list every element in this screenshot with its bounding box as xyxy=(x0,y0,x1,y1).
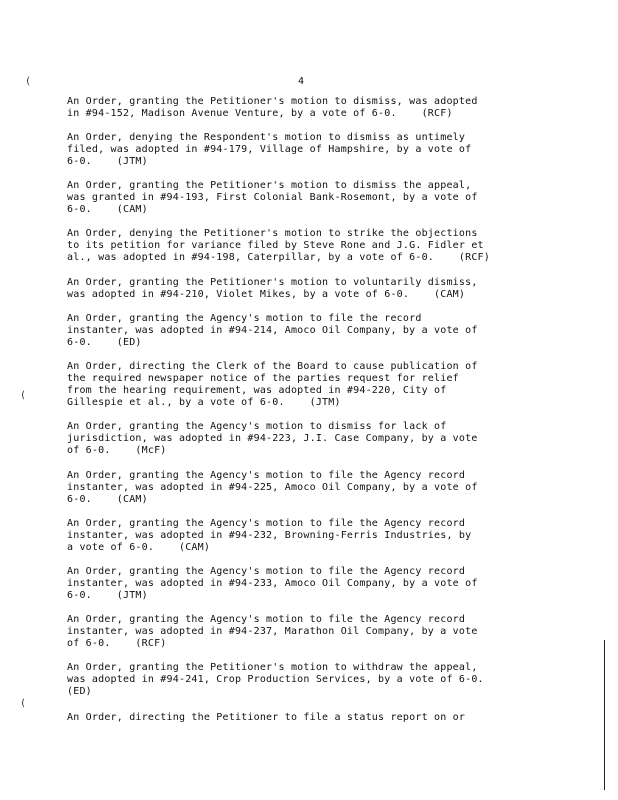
order-entry: An Order, directing the Clerk of the Board to cause publication of the required newspaper notice of the parties request for relief from the hearing requirement, was adopted in #94-220, City of Gillespie et al., by a vote of 6-0. (JTM) xyxy=(67,361,478,408)
order-entry: An Order, granting the Agency's motion to file the record instanter, was adopted in #94-214, Amoco Oil Company, by a vote of 6-0. (ED) xyxy=(67,313,478,348)
order-entry: An Order, granting the Petitioner's motion to dismiss, was adopted in #94-152, Madison Avenue Venture, by a vote of 6-0. (RCF) xyxy=(67,96,478,119)
scan-speck: ( xyxy=(20,698,27,709)
order-entry: An Order, denying the Petitioner's motion to strike the objections to its petition for variance filed by Steve Rone and J.G. Fidler et al., was adopted in #94-198, Caterpillar, by a vote of 6-0. (RCF) xyxy=(67,228,490,263)
order-entry: An Order, granting the Agency's motion to file the Agency record instanter, was adopted in #94-237, Marathon Oil Company, by a vote of 6-0. (RCF) xyxy=(67,614,478,649)
order-entry: An Order, granting the Agency's motion to file the Agency record instanter, was adopted in #94-233, Amoco Oil Company, by a vote of 6-0. (JTM) xyxy=(67,566,478,601)
order-entry: An Order, denying the Respondent's motion to dismiss as untimely filed, was adopted in #94-179, Village of Hampshire, by a vote of 6-0. (JTM) xyxy=(67,132,472,167)
order-entry: An Order, granting the Petitioner's motion to voluntarily dismiss, was adopted in #94-210, Violet Mikes, by a vote of 6-0. (CAM) xyxy=(67,277,478,300)
order-entry: An Order, granting the Petitioner's motion to dismiss the appeal, was granted in #94-193, First Colonial Bank-Rosemont, by a vote of 6-0. (CAM) xyxy=(67,180,478,215)
scan-speck: ( xyxy=(25,76,32,87)
order-entry: An Order, directing the Petitioner to file a status report on or xyxy=(67,712,466,723)
scan-speck: ( xyxy=(20,390,27,401)
order-entry: An Order, granting the Petitioner's motion to withdraw the appeal, was adopted in #94-241, Crop Production Services, by a vote of 6-0. (ED) xyxy=(67,662,484,697)
order-entry: An Order, granting the Agency's motion to dismiss for lack of jurisdiction, was adopted in #94-223, J.I. Case Company, by a vote of 6-0. (McF) xyxy=(67,421,478,456)
order-entry: An Order, granting the Agency's motion to file the Agency record instanter, was adopted in #94-232, Browning-Ferris Industries, by a vote of 6-0. (CAM) xyxy=(67,518,472,553)
page-number: 4 xyxy=(298,76,305,87)
margin-line xyxy=(604,640,605,790)
order-entry: An Order, granting the Agency's motion to file the Agency record instanter, was adopted in #94-225, Amoco Oil Company, by a vote of 6-0. (CAM) xyxy=(67,470,478,505)
